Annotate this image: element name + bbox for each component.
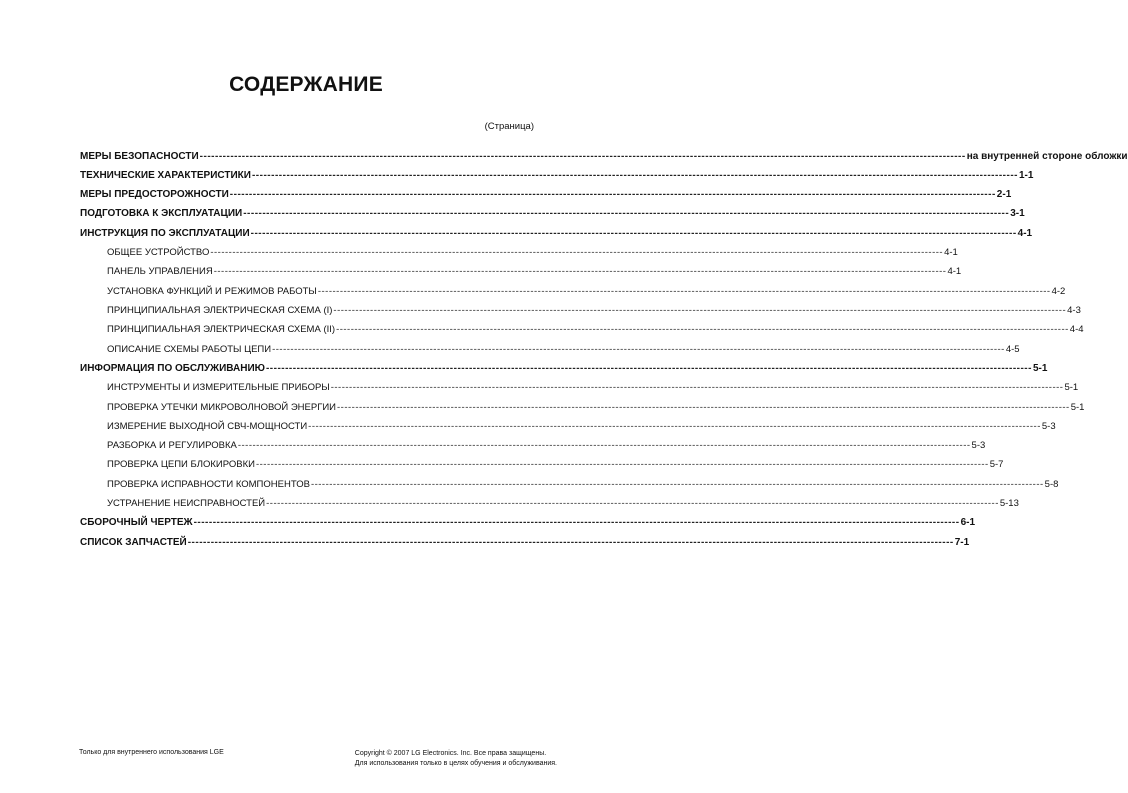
- toc-entry-label: ОПИСАНИЕ СХЕМЫ РАБОТЫ ЦЕПИ: [107, 344, 272, 355]
- toc-entry-page: 5-1: [1070, 402, 1085, 413]
- toc-entry-label: ПРОВЕРКА УТЕЧКИ МИКРОВОЛНОВОЙ ЭНЕРГИИ: [107, 402, 336, 413]
- toc-entry-label: МЕРЫ БЕЗОПАСНОСТИ: [80, 151, 199, 162]
- toc-entry-page: 5-1: [1032, 363, 1048, 374]
- toc-subsection-entry[interactable]: [107, 478, 1059, 492]
- toc-entry-page: 5-3: [971, 440, 986, 451]
- toc-entry-page: 4-1: [947, 266, 962, 277]
- toc-entry-page: 5-3: [1041, 421, 1056, 432]
- page-column-caption: (Страница): [484, 121, 534, 132]
- toc-entry-label: ПРИНЦИПИАЛЬНАЯ ЭЛЕКТРИЧЕСКАЯ СХЕМА (II): [107, 324, 336, 335]
- toc-entry-page: 4-4: [1069, 324, 1084, 335]
- toc-entry-label: УСТАНОВКА ФУНКЦИЙ И РЕЖИМОВ РАБОТЫ: [107, 286, 317, 297]
- toc-dot-leader: --------------------------------------------------------------------------------------------------------------------------------------------------------------------------------------------------------: [333, 305, 1067, 316]
- toc-section-entry[interactable]: [80, 362, 1048, 376]
- toc-entry-label: СБОРОЧНЫЙ ЧЕРТЕЖ: [80, 517, 193, 528]
- toc-dot-leader: --------------------------------------------------------------------------------------------------------------------------------------------------------------------------------------------------------: [272, 344, 1005, 355]
- toc-dot-leader: --------------------------------------------------------------------------------------------------------------------------------------------------------------------------------------------------------: [243, 208, 1010, 219]
- toc-subsection-entry[interactable]: [107, 285, 1066, 299]
- toc-section-entry[interactable]: [80, 169, 1034, 183]
- toc-entry-page: 3-1: [1010, 208, 1025, 219]
- toc-subsection-entry[interactable]: [107, 265, 962, 279]
- toc-dot-leader: --------------------------------------------------------------------------------------------------------------------------------------------------------------------------------------------------------: [237, 440, 971, 451]
- toc-section-entry[interactable]: [80, 207, 1025, 221]
- footer-internal-use-note: Только для внутреннего использования LGE: [79, 749, 224, 756]
- toc-dot-leader: --------------------------------------------------------------------------------------------------------------------------------------------------------------------------------------------------------: [199, 151, 966, 162]
- toc-entry-page: 6-1: [960, 517, 976, 528]
- toc-entry-label: РАЗБОРКА И РЕГУЛИРОВКА: [107, 440, 237, 451]
- toc-subsection-entry[interactable]: [107, 497, 1019, 511]
- toc-entry-label: ИЗМЕРЕНИЕ ВЫХОДНОЙ СВЧ-МОЩНОСТИ: [107, 421, 308, 432]
- toc-dot-leader: --------------------------------------------------------------------------------------------------------------------------------------------------------------------------------------------------------: [265, 363, 1032, 374]
- toc-entry-label: ИНФОРМАЦИЯ ПО ОБСЛУЖИВАНИЮ: [80, 363, 265, 374]
- toc-entry-page: 4-1: [1017, 228, 1033, 239]
- toc-entry-label: ОБЩЕЕ УСТРОЙСТВО: [107, 247, 210, 258]
- toc-entry-label: ТЕХНИЧЕСКИЕ ХАРАКТЕРИСТИКИ: [80, 170, 251, 181]
- toc-dot-leader: --------------------------------------------------------------------------------------------------------------------------------------------------------------------------------------------------------: [336, 324, 1069, 335]
- toc-entry-page: 1-1: [1018, 170, 1034, 181]
- toc-entry-label: МЕРЫ ПРЕДОСТОРОЖНОСТИ: [80, 189, 229, 200]
- toc-subsection-entry[interactable]: [107, 381, 1079, 395]
- toc-entry-label: ПРИНЦИПИАЛЬНАЯ ЭЛЕКТРИЧЕСКАЯ СХЕМА (I): [107, 305, 333, 316]
- toc-entry-label: ИНСТРУМЕНТЫ И ИЗМЕРИТЕЛЬНЫЕ ПРИБОРЫ: [107, 382, 330, 393]
- toc-section-entry[interactable]: [80, 150, 1128, 164]
- toc-entry-label: СПИСОК ЗАПЧАСТЕЙ: [80, 537, 187, 548]
- toc-dot-leader: --------------------------------------------------------------------------------------------------------------------------------------------------------------------------------------------------------: [330, 382, 1064, 393]
- toc-entry-label: ПРОВЕРКА ЦЕПИ БЛОКИРОВКИ: [107, 459, 255, 470]
- toc-section-entry[interactable]: [80, 516, 976, 530]
- toc-dot-leader: --------------------------------------------------------------------------------------------------------------------------------------------------------------------------------------------------------: [337, 402, 1070, 413]
- toc-entry-label: ПРОВЕРКА ИСПРАВНОСТИ КОМПОНЕНТОВ: [107, 479, 310, 490]
- toc-dot-leader: --------------------------------------------------------------------------------------------------------------------------------------------------------------------------------------------------------: [266, 498, 999, 509]
- toc-subsection-entry[interactable]: [107, 458, 1004, 472]
- toc-subsection-entry[interactable]: [107, 343, 1020, 357]
- toc-entry-page: 2-1: [996, 189, 1012, 200]
- toc-entry-page: 5-13: [999, 498, 1019, 509]
- toc-dot-leader: --------------------------------------------------------------------------------------------------------------------------------------------------------------------------------------------------------: [229, 189, 996, 200]
- toc-subsection-entry[interactable]: [107, 304, 1081, 318]
- toc-entry-page: на внутренней стороне обложки: [966, 151, 1128, 162]
- toc-entry-page: 7-1: [954, 537, 970, 548]
- toc-dot-leader: --------------------------------------------------------------------------------------------------------------------------------------------------------------------------------------------------------: [255, 459, 989, 470]
- toc-subsection-entry[interactable]: [107, 401, 1085, 415]
- footer-copyright: [355, 749, 557, 769]
- toc-subsection-entry[interactable]: [107, 323, 1084, 337]
- toc-dot-leader: --------------------------------------------------------------------------------------------------------------------------------------------------------------------------------------------------------: [251, 170, 1018, 181]
- toc-entry-page: 5-8: [1044, 479, 1059, 490]
- toc-subsection-entry[interactable]: [107, 246, 958, 260]
- toc-dot-leader: --------------------------------------------------------------------------------------------------------------------------------------------------------------------------------------------------------: [210, 247, 944, 258]
- toc-section-entry[interactable]: [80, 188, 1012, 202]
- toc-entry-page: 5-1: [1064, 382, 1079, 393]
- toc-entry-page: 4-1: [944, 247, 958, 258]
- toc-dot-leader: --------------------------------------------------------------------------------------------------------------------------------------------------------------------------------------------------------: [310, 479, 1044, 490]
- toc-entry-label: ПОДГОТОВКА К ЭКСПЛУАТАЦИИ: [80, 208, 243, 219]
- toc-entry-label: УСТРАНЕНИЕ НЕИСПРАВНОСТЕЙ: [107, 498, 266, 509]
- toc-entry-label: ИНСТРУКЦИЯ ПО ЭКСПЛУАТАЦИИ: [80, 228, 250, 239]
- toc-entry-page: 4-3: [1067, 305, 1081, 316]
- toc-subsection-entry[interactable]: [107, 439, 986, 453]
- toc-entry-page: 4-5: [1005, 344, 1020, 355]
- toc-section-entry[interactable]: [80, 227, 1033, 241]
- toc-dot-leader: --------------------------------------------------------------------------------------------------------------------------------------------------------------------------------------------------------: [250, 228, 1017, 239]
- toc-dot-leader: --------------------------------------------------------------------------------------------------------------------------------------------------------------------------------------------------------: [308, 421, 1041, 432]
- toc-entry-page: 4-2: [1051, 286, 1066, 297]
- toc-dot-leader: --------------------------------------------------------------------------------------------------------------------------------------------------------------------------------------------------------: [317, 286, 1051, 297]
- toc-entry-page: 5-7: [989, 459, 1004, 470]
- toc-dot-leader: --------------------------------------------------------------------------------------------------------------------------------------------------------------------------------------------------------: [213, 266, 947, 277]
- footer-usage-line: Для использования только в целях обучения и обслуживания.: [354, 760, 557, 767]
- toc-subsection-entry[interactable]: [107, 420, 1056, 434]
- toc-section-entry[interactable]: [80, 536, 970, 550]
- toc-dot-leader: --------------------------------------------------------------------------------------------------------------------------------------------------------------------------------------------------------: [193, 517, 960, 528]
- toc-entry-label: ПАНЕЛЬ УПРАВЛЕНИЯ: [107, 266, 213, 277]
- footer-copyright-line: Copyright © 2007 LG Electronics. Inc. Все права защищены.: [354, 750, 547, 757]
- page-title: СОДЕРЖАНИЕ: [229, 73, 383, 96]
- toc-dot-leader: --------------------------------------------------------------------------------------------------------------------------------------------------------------------------------------------------------: [187, 537, 954, 548]
